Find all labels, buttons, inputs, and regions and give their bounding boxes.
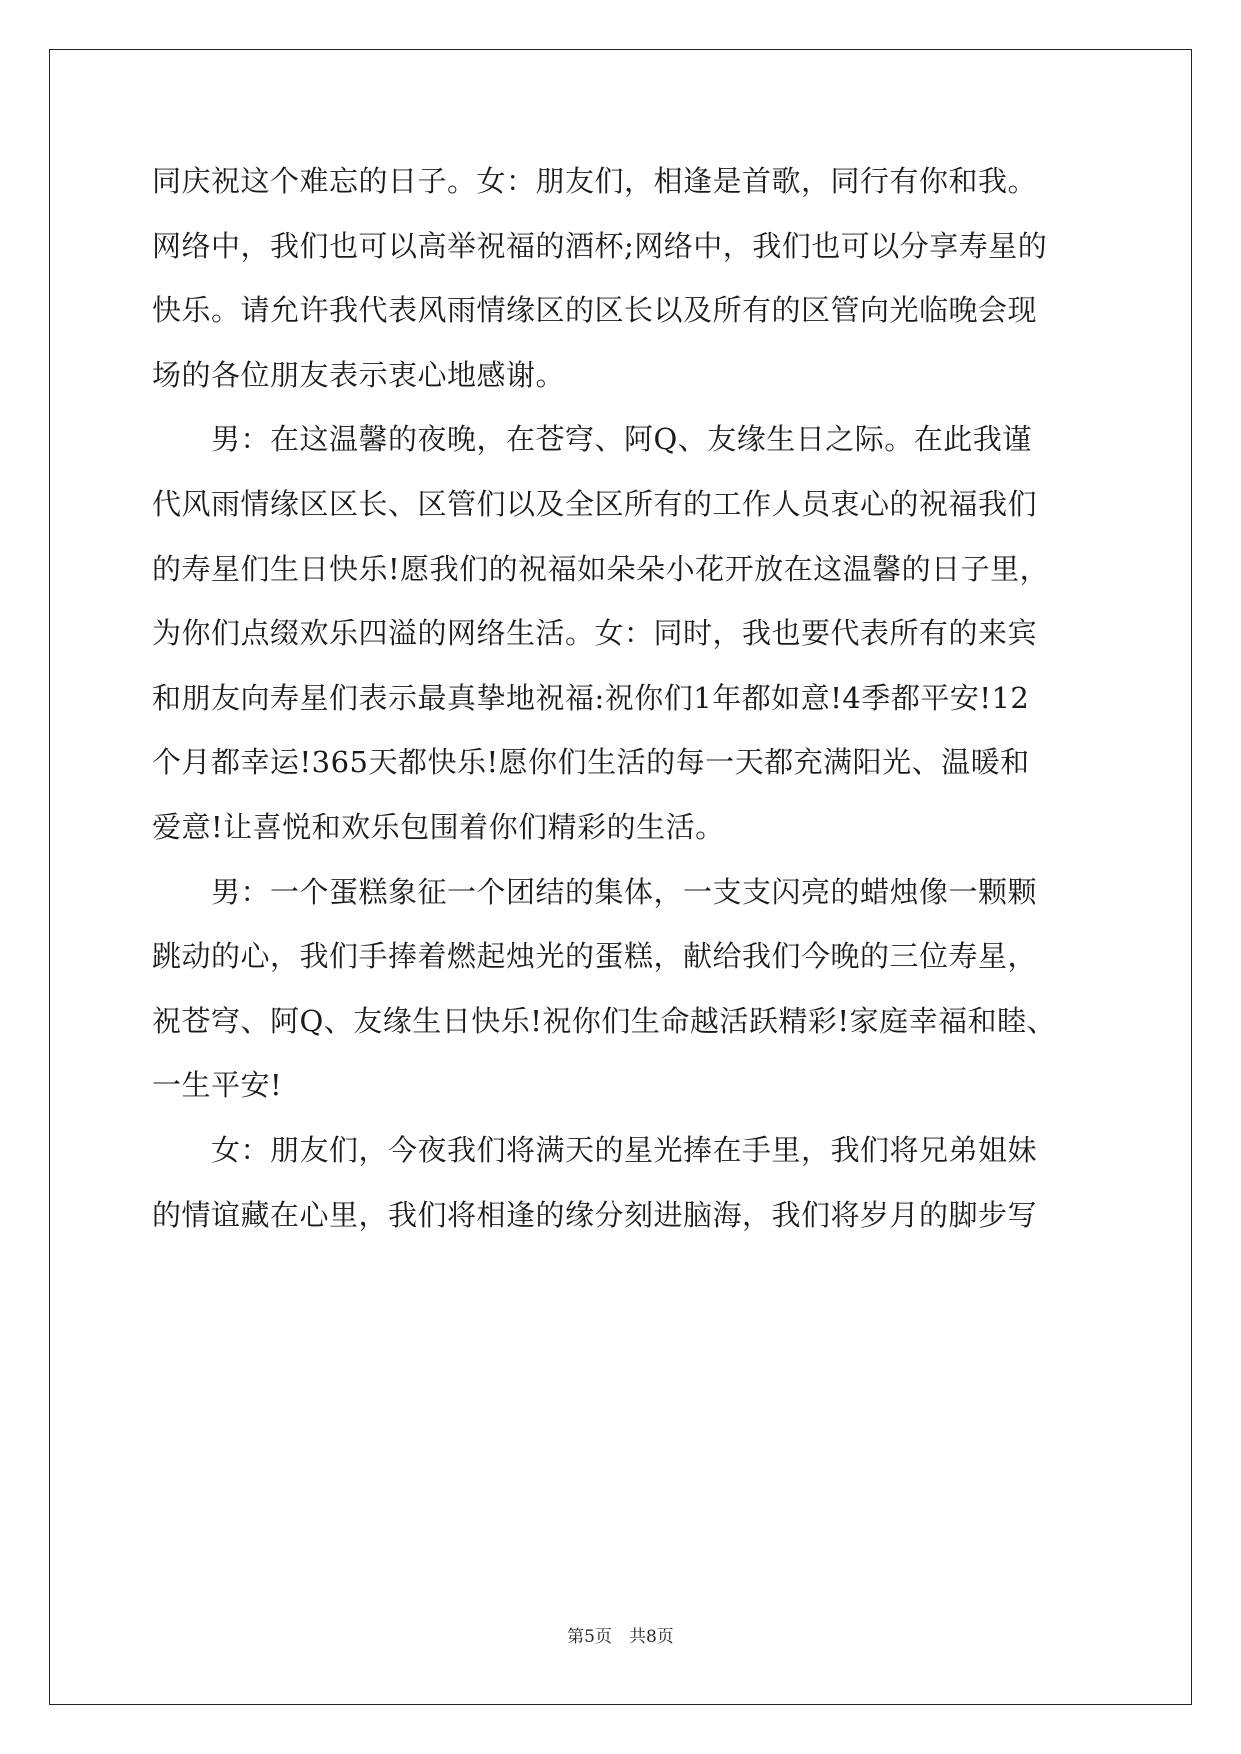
- text-line: 个月都幸运!365天都快乐!愿你们生活的每一天都充满阳光、温暖和: [152, 745, 1030, 780]
- text-line: 为你们点缀欢乐四溢的网络生活。女：同时，我也要代表所有的来宾: [152, 616, 1038, 651]
- body-text: [152, 163, 1092, 1261]
- text-line: 的寿星们生日快乐!愿我们的祝福如朵朵小花开放在这温馨的日子里，: [152, 551, 1050, 586]
- text-line: 女：朋友们，今夜我们将满天的星光捧在手里，我们将兄弟姐妹: [152, 1132, 1038, 1167]
- text-line: 男：一个蛋糕象征一个团结的集体，一支支闪亮的蜡烛像一颗颗: [152, 874, 1038, 909]
- page-number-footer: 第5页 共8页: [567, 1627, 674, 1647]
- text-line: 爱意!让喜悦和欢乐包围着你们精彩的生活。: [152, 809, 725, 844]
- text-line: 祝苍穹、阿Q、友缘生日快乐!祝你们生命越活跃精彩!家庭幸福和睦、: [152, 1003, 1057, 1038]
- text-line: 和朋友向寿星们表示最真挚地祝福:祝你们1年都如意!4季都平安!12: [152, 680, 1030, 715]
- text-line: 代风雨情缘区区长、区管们以及全区所有的工作人员衷心的祝福我们: [152, 486, 1038, 521]
- text-line: 场的各位朋友表示衷心地感谢。: [152, 357, 566, 392]
- text-line: 一生平安!: [152, 1068, 283, 1103]
- text-line: 同庆祝这个难忘的日子。女：朋友们，相逢是首歌，同行有你和我。: [152, 164, 1038, 198]
- text-line: 快乐。请允许我代表风雨情缘区的区长以及所有的区管向光临晚会现: [152, 293, 1038, 328]
- text-line: 的情谊藏在心里，我们将相逢的缘分刻进脑海，我们将岁月的脚步写: [152, 1197, 1038, 1232]
- text-line: 网络中，我们也可以高举祝福的酒杯;网络中，我们也可以分享寿星的: [152, 228, 1048, 263]
- text-line: 男：在这温馨的夜晚，在苍穹、阿Q、友缘生日之际。在此我谨: [152, 422, 1032, 457]
- text-line: 跳动的心，我们手捧着燃起烛光的蛋糕，献给我们今晚的三位寿星，: [152, 939, 1038, 974]
